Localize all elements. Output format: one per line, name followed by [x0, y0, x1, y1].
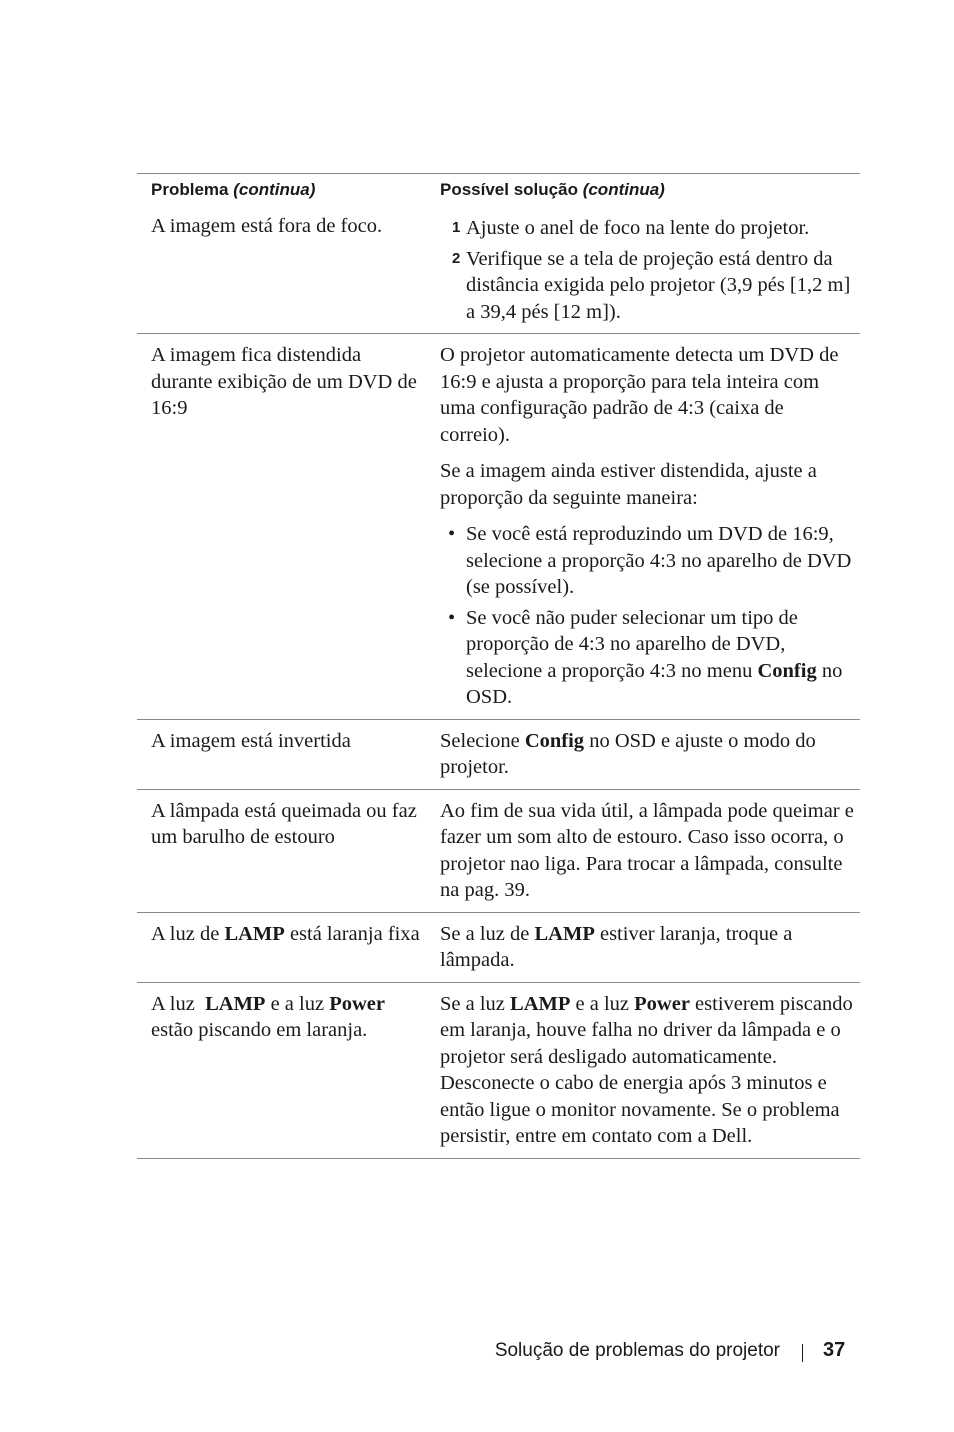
- solution-cell: Selecione Config no OSD e ajuste o modo do projetor.: [440, 729, 816, 778]
- solution-paragraph: O projetor automaticamente detecta um DVD de 16:9 e ajusta a proporção para tela inteira com uma configuração padrão de 4:3 (caixa de correio).: [440, 344, 839, 446]
- solution-cell: [426, 342, 860, 711]
- step-item: [440, 215, 854, 242]
- step-number: 1: [452, 219, 461, 236]
- page-footer: [0, 1338, 954, 1368]
- bullet-item: • Se você não puder selecionar um tipo de proporção de 4:3 no aparelho de DVD, selecione a proporção 4:3 no menu Config no OSD.: [440, 605, 854, 711]
- problem-cell: A imagem está invertida: [151, 729, 351, 752]
- step-text: Ajuste o anel de foco na lente do projetor.: [466, 217, 810, 239]
- footer-divider: [802, 1344, 803, 1362]
- bullet-icon: •: [448, 523, 456, 545]
- problem-cell: A luz de LAMP está laranja fixa: [151, 922, 420, 945]
- table-row: [137, 720, 860, 790]
- table-row: [137, 983, 860, 1159]
- header-solution: Possível solução (continua): [440, 180, 665, 199]
- solution-paragraph: Se a imagem ainda estiver distendida, ajuste a proporção da seguinte maneira:: [440, 460, 817, 509]
- solution-cell: Se a luz de LAMP estiver laranja, troque a lâmpada.: [440, 922, 793, 971]
- troubleshooting-table: [137, 173, 860, 1159]
- section-title: Solução de problemas do projetor: [494, 1340, 780, 1361]
- solution-cell: Se a luz LAMP e a luz Power estiverem piscando em laranja, houve falha no driver da lâmpada e o projetor será desligado automaticamente. Desconecte o cabo de energia após 3 minutos e então ligue o monitor novamente. Se o problema persistir, entre em contato com a Dell.: [440, 992, 853, 1147]
- problem-cell: A lâmpada está queimada ou faz um barulho de estouro: [151, 799, 417, 848]
- page-number: 37: [823, 1339, 846, 1361]
- table-row: [137, 913, 860, 983]
- step-item: [440, 246, 854, 326]
- table-row: [137, 334, 860, 720]
- table-header: [137, 174, 860, 205]
- problem-cell: A imagem está fora de foco.: [151, 215, 383, 237]
- table-row: [137, 205, 860, 334]
- solution-cell: Ao fim de sua vida útil, a lâmpada pode queimar e fazer um som alto de estouro. Caso isso ocorra, o projetor nao liga. Para trocar a lâmpada, consulte na pag. 39.: [440, 799, 854, 901]
- problem-cell: A luz LAMP e a luz Power estão piscando em laranja.: [151, 992, 391, 1041]
- header-problem: Problema (continua): [151, 180, 316, 199]
- step-text: Verifique se a tela de projeção está dentro da distância exigida pelo projetor (3,9 pés [1,2 m] a 39,4 pés [12 m]).: [466, 247, 851, 323]
- bullet-item: • Se você está reproduzindo um DVD de 16:9, selecione a proporção 4:3 no aparelho de DVD (se possível).: [440, 521, 854, 601]
- step-number: 2: [452, 249, 461, 267]
- table-row: [137, 790, 860, 913]
- bullet-icon: •: [448, 606, 456, 629]
- problem-cell: A imagem fica distendida durante exibição de um DVD de 16:9: [151, 344, 417, 419]
- solution-cell: [426, 213, 860, 325]
